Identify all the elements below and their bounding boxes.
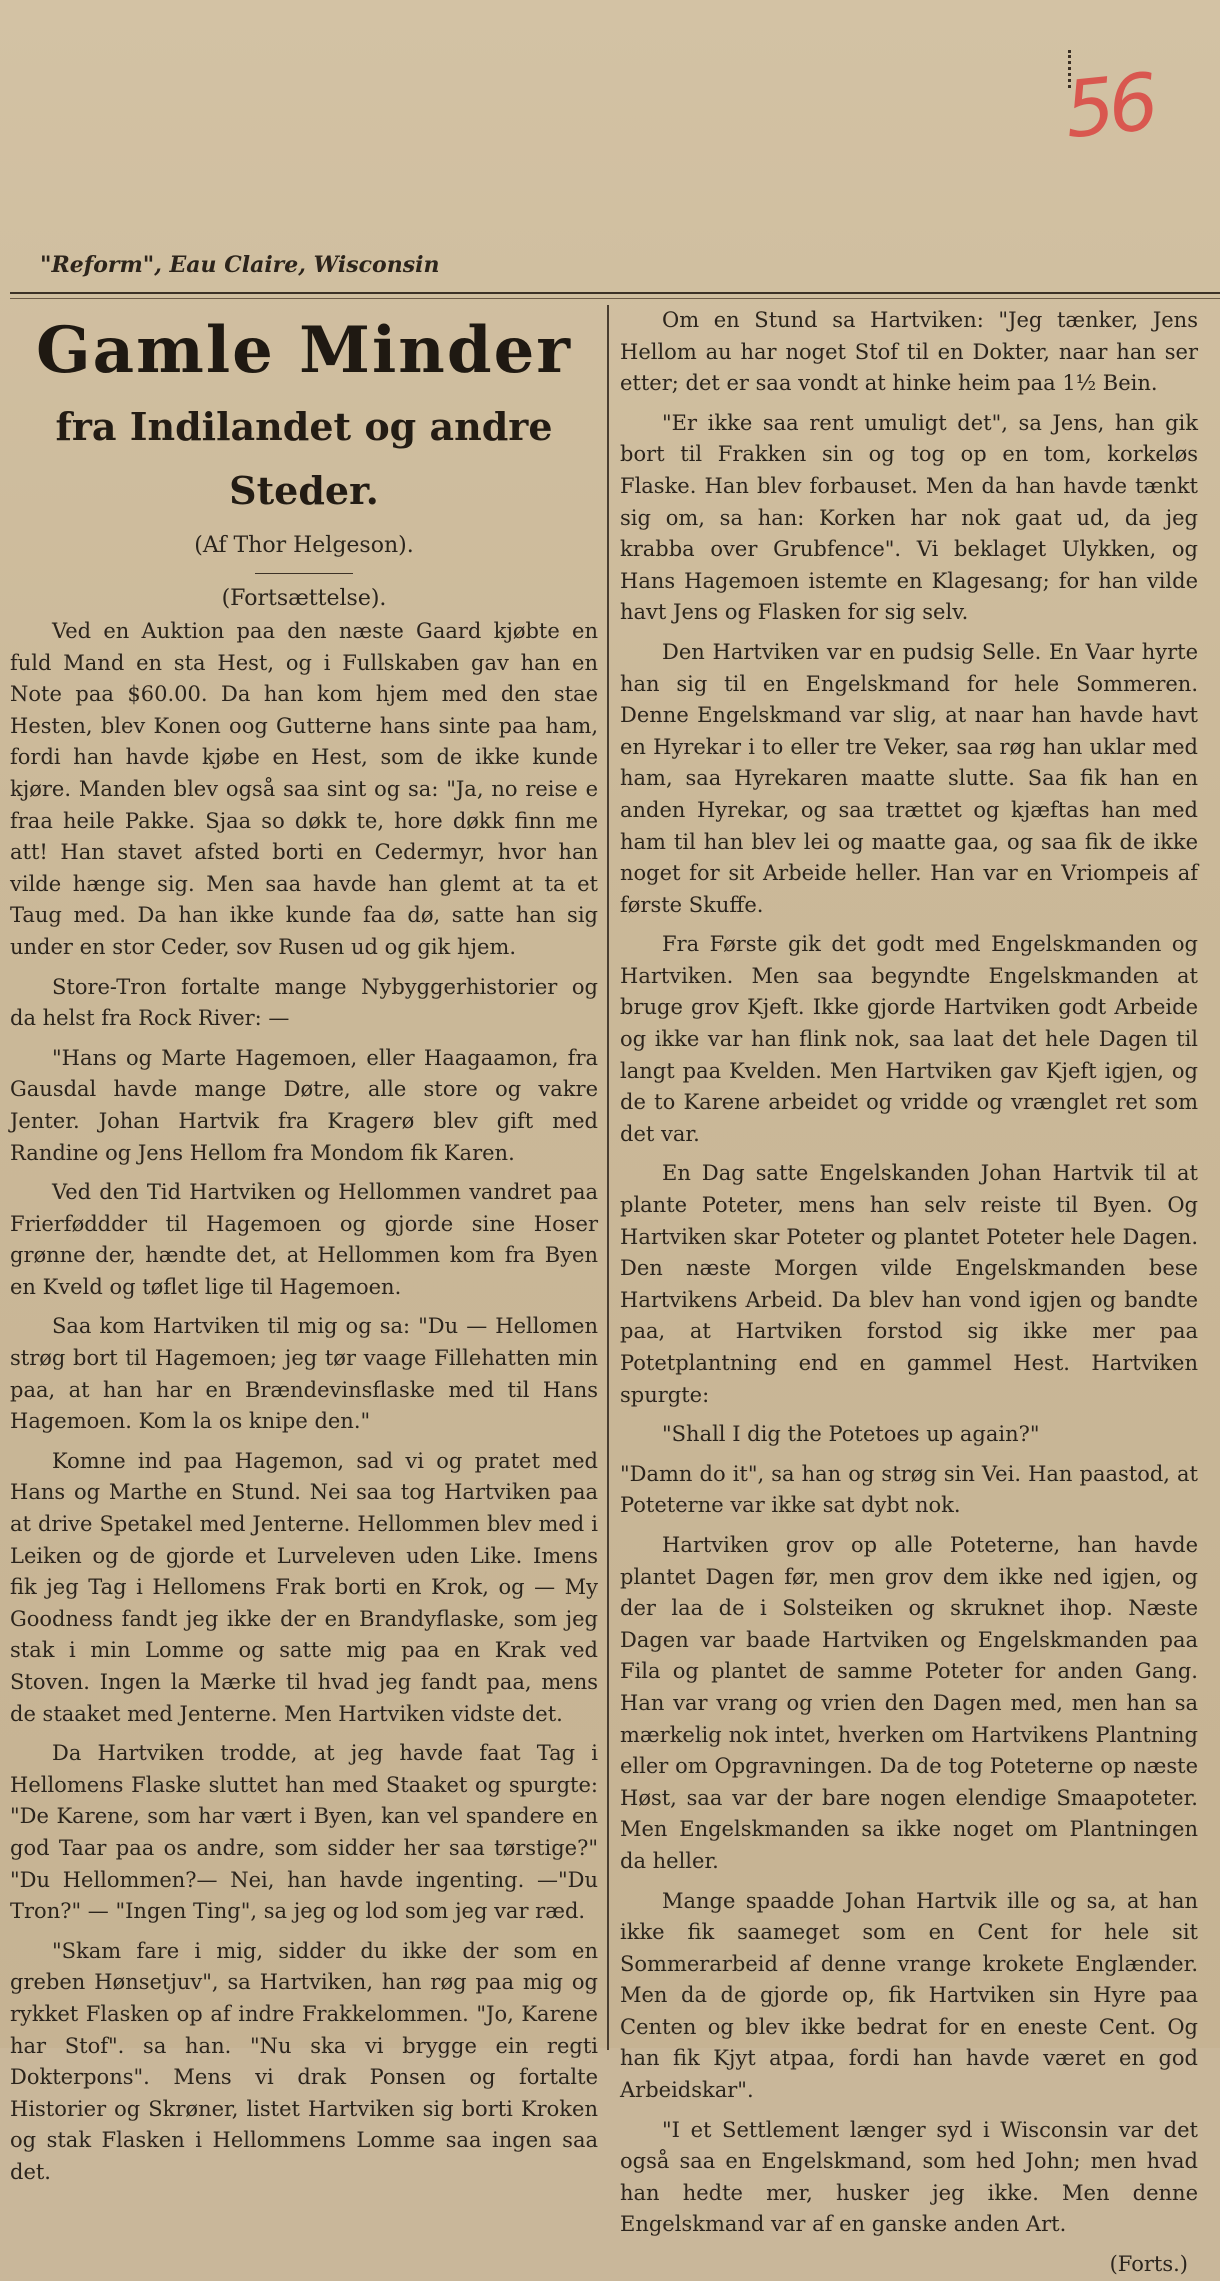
paragraph: Mange spaadde Johan Hartvik ille og sa, at han ikke fik saameget som en Cent for hele sit Sommerarbeid af denne vrange krokete Englænder. Men da de gjorde op, fik Hartviken sin Hyre paa Centen og blev ikke bedrat for en eneste Cent. Og han fik Kjyt atpaa, fordi han havde været en god Arbeidskar". (620, 1888, 1198, 2103)
masthead: "Reform", Eau Claire, Wisconsin (40, 252, 440, 278)
continued-note: (Forts.) (1109, 2252, 1188, 2277)
paragraph: Hartviken grov op alle Poteterne, han havde plantet Dagen før, men grov dem ikke ned igjen, og der laa de i Solsteiken og skruknet ihop. Næste Dagen var baade Hartviken og Engelskmanden paa Fila og plantet de samme Poteter for anden Gang. Han var vrang og vrien den Dagen med, men han sa mærkelig nok intet, hverken om Hartvikens Plantning eller om Opgravningen. Da de tog Poteterne op næste Høst, saa var der bare nogen elendige Smaapoteter. Men Engelskmanden sa ikke noget om Plantningen da heller. (620, 1532, 1198, 1873)
paragraph: "I et Settlement længer syd i Wisconsin var det også saa en Engelskmand, som hed John; men hvad han hedte mer, husker jeg ikke. Men denne Engelskmand var af en ganske anden Art. (620, 2117, 1198, 2237)
paragraph: "Skam fare i mig, sidder du ikke der som en greben Hønsetjuv", sa Hartviken, han røg paa mig og rykket Flasken op af indre Frakkelommen. "Jo, Karene har Stof". sa han. "Nu ska vi brygge ein regti Dokterpons". Mens vi drak Ponsen og fortalte Historier og Skrøner, listet Hartviken sig borti Kroken og stak Flasken i Hellommens Lomme saa ingen saa det. (10, 1938, 598, 2184)
paragraph: Store-Tron fortalte mange Nybyggerhistorier og da helst fra Rock River: — (10, 974, 598, 1031)
paragraph: En Dag satte Engelskanden Johan Hartvik til at plante Poteter, mens han selv reiste til Byen. Og Hartviken skar Poteter og plantet Poteter hele Dagen. Den næste Morgen vilde Engelskmanden bese Hartvikens Arbeid. Da blev han vond igjen og bandte paa, at Hartviken forstod sig ikke mer paa Potetplantning end en gammel Hest. Hartviken spurgte: (620, 1161, 1198, 1407)
handwritten-page-number: 56 (1060, 57, 1157, 157)
left-column (10, 305, 598, 2197)
paragraph: Ved en Auktion paa den næste Gaard kjøbte en fuld Mand en sta Hest, og i Fullskaben gav han en Note paa $60.00. Da han kom hjem med den stae Hesten, blev Konen oog Gutterne hans sinte paa ham, fordi han havde kjøbe en Hest, som de ikke kunde kjøre. Manden blev også saa sint og sa: "Ja, no reise e fraa heile Pakke. Sjaa so døkk te, hore døkk finn me att! Han stavet afsted borti en Cedermyr, hvor han vilde hænge sig. Men saa havde han glemt at ta et Taug med. Da han ikke kunde faa dø, satte han sig under en stor Ceder, sov Rusen ud og gik hjem. (10, 619, 598, 959)
paragraph: "Hans og Marte Hagemoen, eller Haagaamon, fra Gausdal havde mange Døtre, alle store og vakre Jenter. Johan Hartvik fra Kragerø blev gift med Randine og Jens Hellom fra Mondom fik Karen. (10, 1045, 598, 1165)
paragraph: Om en Stund sa Hartviken: "Jeg tænker, Jens Hellom au har noget Stof til en Dokter, naar han ser etter; det er saa vondt at hinke heim paa 1½ Bein. (620, 308, 1198, 396)
paragraph: Ved den Tid Hartviken og Hellommen vandret paa Frierføddder til Hagemoen og gjorde sine Hoser grønne der, hændte det, at Hellommen kom fra Byen en Kveld og tøflet lige til Hagemoen. (10, 1180, 598, 1299)
paragraph: Fra Første gik det godt med Engelskmanden og Hartviken. Men saa begyndte Engelskmanden at bruge grov Kjeft. Ikke gjorde Hartviken godt Arbeide og ikke var han flink nok, saa laat det hele Dagen til langt paa Kvelden. Men Hartviken gav Kjeft igjen, og de to Karene arbeidet og vridde og vrænglet ret som det var. (620, 932, 1198, 1146)
masthead-rule (10, 292, 1220, 294)
paragraph: Komne ind paa Hagemon, sad vi og pratet med Hans og Marthe en Stund. Nei saa tog Hartviken paa at drive Spetakel med Jenterne. Hellommen blev med i Leiken og de gjorde et Lurveleven uden Like. Imens fik jeg Tag i Hellomens Frak borti en Krok, og — My Goodness fandt jeg ikke der en Brandyflaske, som jeg stak i min Lomme og satte mig paa en Krak ved Stoven. Ingen la Mærke til hvad jeg fandt paa, mens de staaket med Jenterne. Men Hartviken vidste det. (10, 1448, 598, 1726)
article-subtitle: fra Indilandet og andre Steder. (55, 404, 553, 513)
column-divider (607, 305, 609, 2050)
paragraph: Den Hartviken var en pudsig Selle. En Vaar hyrte han sig til en Engelskmand for hele Sommeren. Denne Engelskmand var slig, at naar han havde havt en Hyrekar i to eller tre Veker, saa røg han uklar med ham, saa Hyrekaren maatte slutte. Saa fik han en anden Hyrekar, og saa trættet og kjæftas han med ham til han blev lei og maatte gaa, og saa fik de ikke noget for sit Arbeide heller. Han var en Vriompeis af første Skuffe. (620, 639, 1198, 917)
article-author: (Af Thor Helgeson). (194, 533, 414, 558)
paragraph: Da Hartviken trodde, at jeg havde faat Tag i Hellomens Flaske sluttet han med Staaket og spurgte: "De Karene, som har vært i Byen, kan vel spandere en god Taar paa os andre, som sidder her saa tørstige?" "Du Hellommen?— Nei, han havde ingenting. —"Du Tron?" — "Ingen Ting", sa jeg og lod som jeg var ræd. (10, 1741, 598, 1924)
paragraph: "Damn do it", sa han og strøg sin Vei. Han paastod, at Poteterne var ikke sat dybt nok. (620, 1461, 1198, 1518)
paragraph: "Er ikke saa rent umuligt det", sa Jens, han gik bort til Frakken sin og tog op en tom, korkeløs Flaske. Han blev forbauset. Men da han havde tænkt sig om, sa han: Korken har nok gaat ud, da jeg krabba over Grubfence". Vi beklaget Ulykken, og Hans Hagemoen istemte en Klagesang; for han vilde havt Jens og Flasken for sig selv. (620, 410, 1198, 625)
masthead-rule-thin (10, 298, 1220, 299)
title-rule (255, 573, 353, 574)
article-title: Gamle Minder (35, 313, 573, 388)
continuation-note: (Fortsættelse). (221, 586, 387, 611)
right-column (620, 305, 1198, 2281)
paragraph: "Shall I dig the Potetoes up again?" (662, 1422, 1040, 1447)
paragraph: Saa kom Hartviken til mig og sa: "Du — Hellomen strøg bort til Hagemoen; jeg tør vaage Fillehatten min paa, at han har en Brændevinsflaske med til Hans Hagemoen. Kom la os knipe den." (10, 1314, 598, 1434)
